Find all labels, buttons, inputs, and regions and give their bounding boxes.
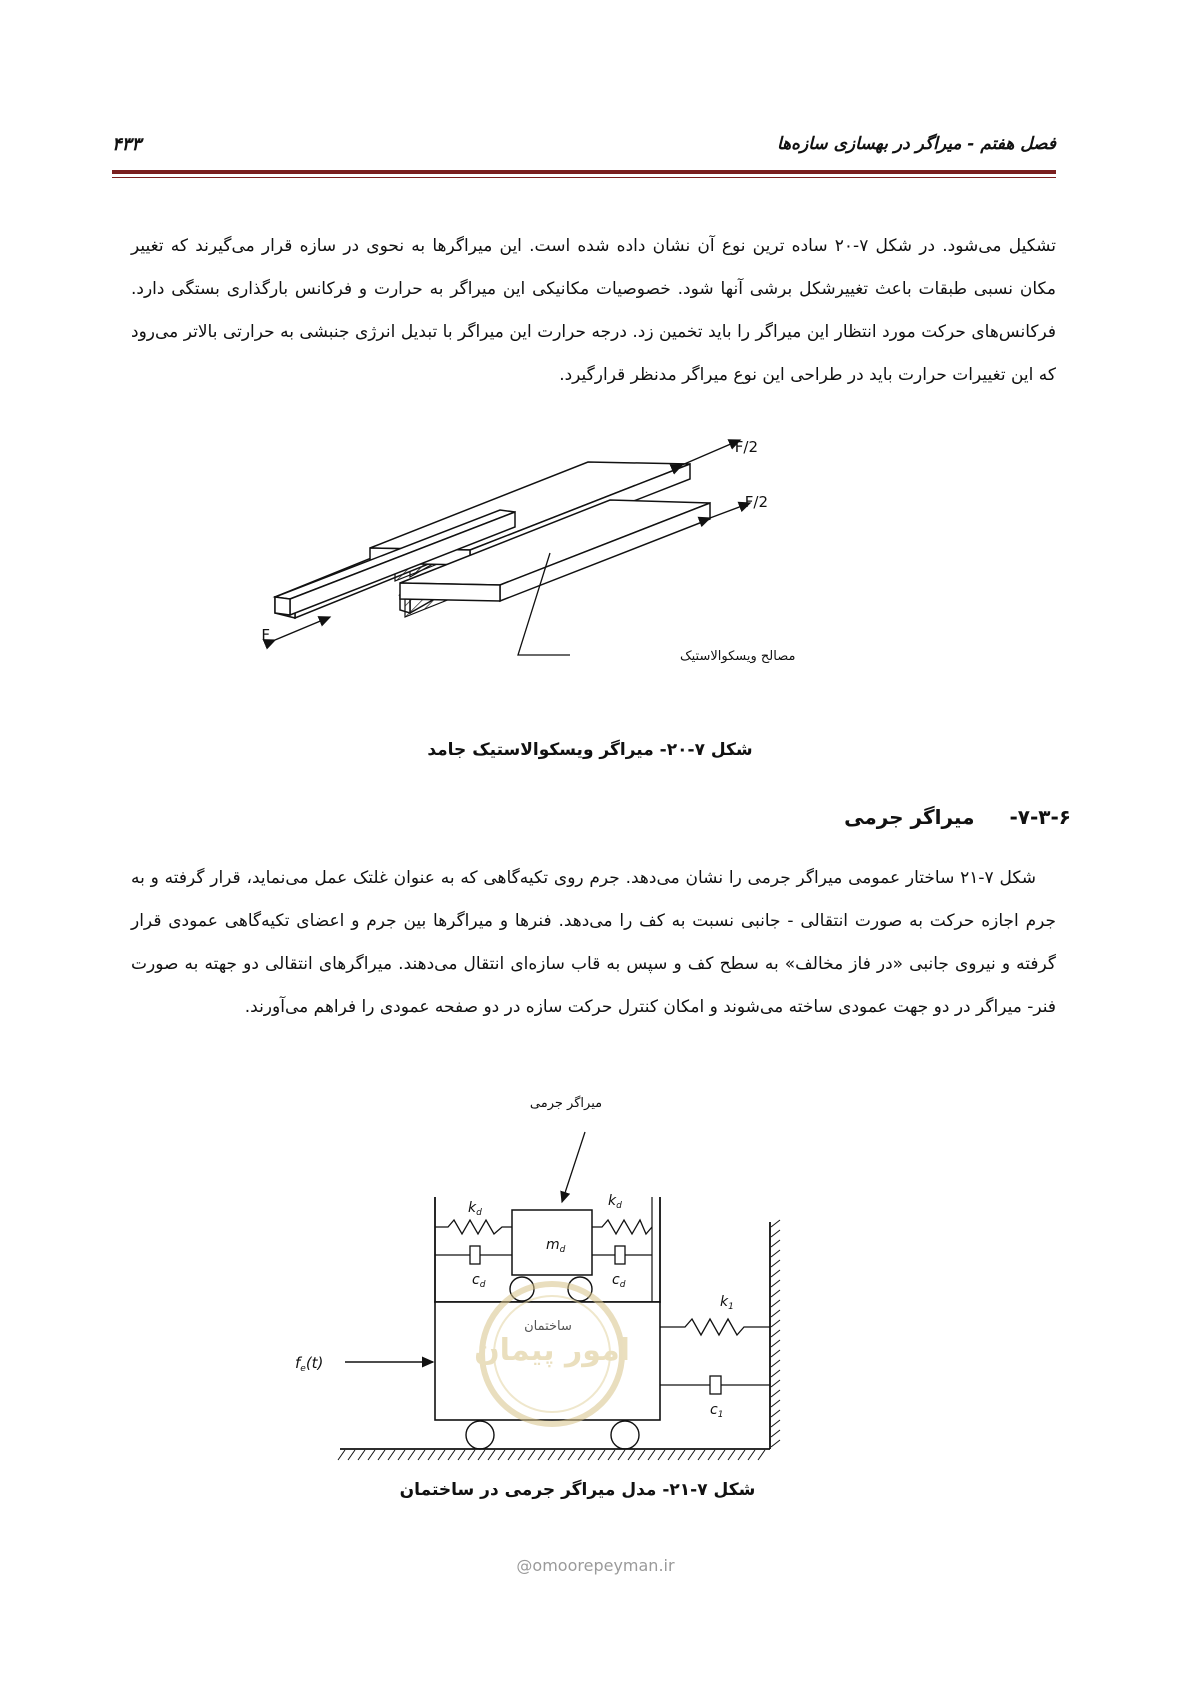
hatch-line bbox=[358, 1450, 365, 1460]
watermark-url: @omoorepeyman.ir bbox=[516, 1556, 675, 1575]
hatch-line bbox=[618, 1450, 625, 1460]
hatch-line bbox=[378, 1450, 385, 1460]
hatch-line bbox=[771, 1300, 780, 1307]
hatch-line bbox=[458, 1450, 465, 1460]
hatch-line bbox=[771, 1270, 780, 1277]
hatch-line bbox=[528, 1450, 535, 1460]
hatch-line bbox=[668, 1450, 675, 1460]
hatch-line bbox=[578, 1450, 585, 1460]
hatch-line bbox=[771, 1370, 780, 1377]
hatch-line bbox=[718, 1450, 725, 1460]
hatch-line bbox=[488, 1450, 495, 1460]
mass-label: $m_d$ bbox=[546, 1237, 566, 1255]
hatch-line bbox=[338, 1450, 345, 1460]
paragraph-text: تشکیل می‌شود. در شکل ۷-۲۰ ساده ترین نوع آن نشان داده شده است. این میراگرها به نحوی در سازه قرار می‌گیرند که تغییر مکان نسبی طبقات باعث تغییرشکل برشی آنها شود. خصوصیات مکانیکی این میراگر به حرارت و فرکانس بارگذاری بستگی دارد. فرکانس‌های حرکت مورد انتظار این میراگر را باید تخمین زد. درجه حرارت این میراگر با تبدیل انرژی جنبشی به حرارتی بالاتر می‌رود که این تغییرات حرارت باید در طراحی این نوع میراگر مدنظر قرارگیرد. bbox=[131, 236, 1056, 385]
building-label: ساختمان bbox=[524, 1319, 572, 1334]
force-arrow-top bbox=[682, 440, 740, 465]
hatch-line bbox=[628, 1450, 635, 1460]
section-heading bbox=[844, 805, 1071, 829]
dashpot-cd-left bbox=[435, 1246, 512, 1264]
k1-label: $k_1$ bbox=[720, 1294, 734, 1312]
hatch-line bbox=[771, 1390, 780, 1397]
hatch-line bbox=[771, 1420, 780, 1427]
hatch-line bbox=[771, 1380, 780, 1387]
hatch-line bbox=[698, 1450, 705, 1460]
hatch-line bbox=[398, 1450, 405, 1460]
mass-damper-diagram bbox=[290, 1092, 865, 1472]
hatch-line bbox=[468, 1450, 475, 1460]
force-label-middle: F/2 bbox=[744, 493, 768, 511]
wall-hatching bbox=[771, 1220, 780, 1447]
hatch-line bbox=[771, 1400, 780, 1407]
paragraph-mass-damper bbox=[131, 857, 1056, 1029]
hatch-line bbox=[708, 1450, 715, 1460]
viscoelastic-damper-diagram bbox=[261, 435, 910, 735]
hatch-line bbox=[771, 1230, 780, 1237]
hatch-line bbox=[538, 1450, 545, 1460]
spring-kd-right bbox=[592, 1220, 652, 1234]
hatch-line bbox=[518, 1450, 525, 1460]
hatch-line bbox=[728, 1450, 735, 1460]
hatch-line bbox=[418, 1450, 425, 1460]
force-label-top: F/2 bbox=[734, 438, 758, 456]
figure-caption: شکل ۷-۲۰- میراگر ویسکوالاستیک جامد bbox=[427, 740, 753, 760]
dashpot-c1 bbox=[660, 1376, 770, 1394]
hatch-line bbox=[771, 1330, 780, 1337]
hatch-line bbox=[771, 1260, 780, 1267]
material-label: مصالح ویسکوالاستیک bbox=[680, 649, 796, 664]
hatch-line bbox=[478, 1450, 485, 1460]
kd-left-label: $k_d$ bbox=[468, 1200, 482, 1218]
hatch-line bbox=[771, 1340, 780, 1347]
kd-right-label: $k_d$ bbox=[608, 1193, 622, 1211]
hatch-line bbox=[388, 1450, 395, 1460]
header-rule-thin bbox=[112, 177, 1056, 178]
cd-left-label: $c_d$ bbox=[472, 1272, 486, 1290]
hatch-line bbox=[771, 1360, 780, 1367]
hatch-line bbox=[758, 1450, 765, 1460]
figure-viscoelastic-damper bbox=[261, 435, 910, 760]
header-rule bbox=[112, 170, 1056, 174]
section-number: ۷-۳-۶- bbox=[1009, 805, 1071, 829]
hatch-line bbox=[498, 1450, 505, 1460]
mass-damper-pointer bbox=[562, 1132, 585, 1202]
figure-caption: شکل ۷-۲۱- مدل میراگر جرمی در ساختمان bbox=[399, 1480, 756, 1500]
hatch-line bbox=[368, 1450, 375, 1460]
hatch-line bbox=[771, 1350, 780, 1357]
hatch-line bbox=[771, 1320, 780, 1327]
page-header bbox=[112, 126, 1056, 166]
paragraph-intro bbox=[131, 225, 1056, 397]
watermark-text: امور پیمان bbox=[474, 1333, 630, 1368]
hatch-line bbox=[348, 1450, 355, 1460]
hatch-line bbox=[748, 1450, 755, 1460]
hatch-line bbox=[508, 1450, 515, 1460]
hatch-line bbox=[738, 1450, 745, 1460]
hatch-line bbox=[771, 1240, 780, 1247]
hatch-line bbox=[771, 1280, 780, 1287]
hatch-line bbox=[771, 1410, 780, 1417]
hatch-line bbox=[771, 1310, 780, 1317]
paragraph-text: شکل ۷-۲۱ ساختار عمومی میراگر جرمی را نشان می‌دهد. جرم روی تکیه‌گاهی که به عنوان غلتک عمل می‌نماید، قرار گرفته و به جرم اجازه حرکت به صورت انتقالی - جانبی نسبت به کف را می‌دهد. فنرها و میراگرها بین جرم و اعضای تکیه‌گاهی عمودی قرار گرفته و نیروی جانبی «در فاز مخالف» به سطح کف و سپس به قاب سازه‌ای انتقال می‌دهند. میراگرهای انتقالی دو جهته به صورت فنر- میراگر در دو جهت عمودی ساخته می‌شوند و امکان کنترل حرکت سازه در دو صفحه عمودی را فراهم می‌آورند. bbox=[131, 868, 1056, 1017]
hatch-line bbox=[771, 1440, 780, 1447]
ground-hatching bbox=[338, 1450, 765, 1460]
hatch-line bbox=[638, 1450, 645, 1460]
hatch-line bbox=[588, 1450, 595, 1460]
hatch-line bbox=[658, 1450, 665, 1460]
roller bbox=[466, 1421, 494, 1449]
hatch-line bbox=[771, 1220, 780, 1227]
hatch-line bbox=[548, 1450, 555, 1460]
hatch-line bbox=[771, 1290, 780, 1297]
hatch-line bbox=[438, 1450, 445, 1460]
chapter-title: فصل هفتم - میراگر در بهسازی سازه‌ها bbox=[776, 134, 1056, 154]
hatch-line bbox=[771, 1430, 780, 1437]
hatch-line bbox=[598, 1450, 605, 1460]
spring-kd-left bbox=[435, 1220, 512, 1234]
dashpot-cd-right bbox=[592, 1246, 652, 1264]
mass-damper-label: میراگر جرمی bbox=[529, 1096, 603, 1111]
force-label-left: F bbox=[261, 626, 270, 644]
section-title: میراگر جرمی bbox=[844, 805, 975, 829]
hatch-line bbox=[608, 1450, 615, 1460]
hatch-line bbox=[568, 1450, 575, 1460]
hatch-line bbox=[648, 1450, 655, 1460]
hatch-line bbox=[428, 1450, 435, 1460]
hatch-line bbox=[678, 1450, 685, 1460]
page-number: ۴۳۳ bbox=[112, 134, 142, 155]
hatch-line bbox=[558, 1450, 565, 1460]
cd-right-label: $c_d$ bbox=[612, 1272, 626, 1290]
spring-k1 bbox=[660, 1319, 770, 1335]
hatch-line bbox=[688, 1450, 695, 1460]
force-arrow-left bbox=[275, 617, 330, 640]
roller bbox=[611, 1421, 639, 1449]
hatch-line bbox=[408, 1450, 415, 1460]
hatch-line bbox=[771, 1250, 780, 1257]
figure-mass-damper-model bbox=[290, 1092, 865, 1500]
force-label: $f_e(t)$ bbox=[295, 1354, 324, 1374]
c1-label: $c_1$ bbox=[710, 1402, 724, 1420]
hatch-line bbox=[448, 1450, 455, 1460]
